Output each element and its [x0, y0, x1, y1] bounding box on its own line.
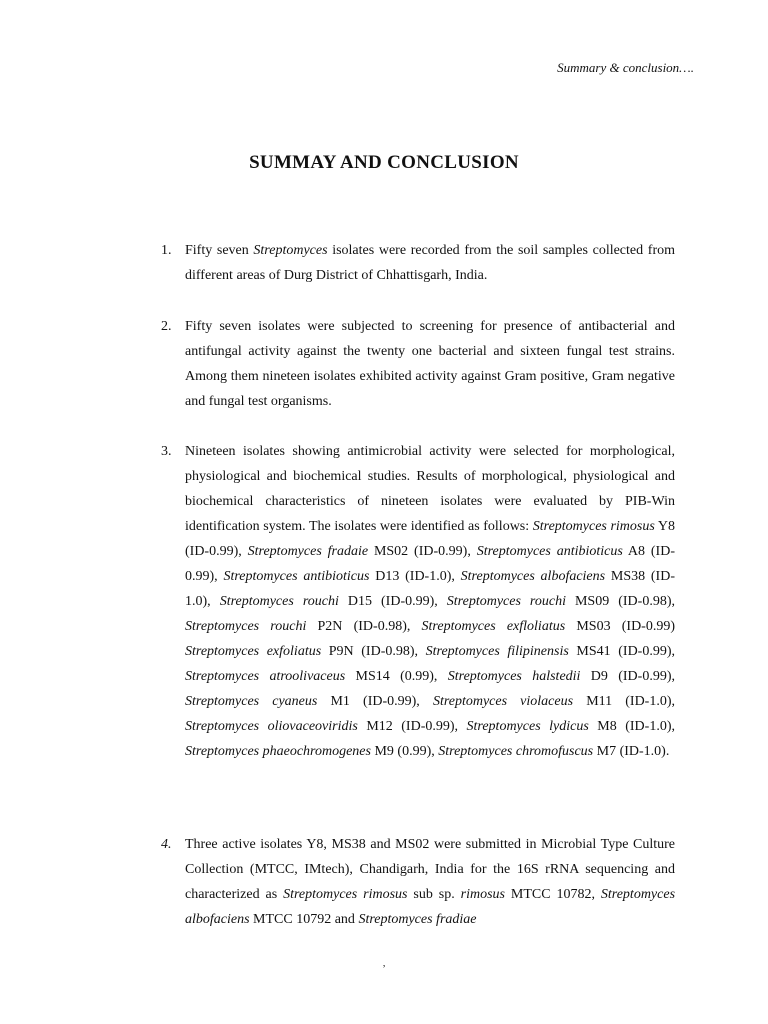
species-name: Streptomyces violaceus [432, 694, 574, 709]
species-name: Streptomyces rimosus [283, 887, 408, 902]
text-run: Nineteen isolates showing antimicrobial activity were selected for morphological, physiological and biochemical studies. Results of morphological, physiological and biochemical characteristics of nineteen isolates were evaluated by PIB-Win identification system. The isolates were identified as follows: [185, 444, 675, 534]
species-name: Streptomyces lydicus [466, 719, 589, 734]
item-text [185, 243, 675, 283]
text-run: MS02 (ID-0.99), [368, 544, 477, 559]
species-name: Streptomyces filipinensis [425, 644, 569, 659]
text-run: MS41 (ID-0.99), [568, 644, 676, 659]
species-name: Streptomyces chromofuscus [438, 744, 594, 759]
text-run: M8 (ID-1.0), [588, 719, 675, 734]
text-run: D15 (ID-0.99), [338, 594, 447, 609]
text-run: Y8 (ID-0.99), [185, 519, 676, 559]
text-run: P2N (ID-0.98), [306, 619, 422, 634]
text-run: MTCC 10782, [504, 887, 601, 902]
text-run: M9 (0.99), [370, 744, 439, 759]
text-run: isolates were recorded from the soil samples collected from different areas of Durg District of Chhattisgarh, India. [185, 243, 675, 283]
text-run: D9 (ID-0.99), [580, 669, 675, 684]
species-name: Streptomyces rouchi [446, 594, 566, 609]
species-name: Streptomyces rouchi [185, 619, 307, 634]
species-name: Streptomyces oliovaceoviridis [185, 719, 358, 734]
species-name: Streptomyces [253, 243, 328, 258]
text-run: M12 (ID-0.99), [357, 719, 467, 734]
list-item [161, 238, 675, 288]
item-text [185, 319, 675, 409]
species-name: Streptomyces exfoliatus [185, 644, 322, 659]
text-run: M11 (ID-1.0), [573, 694, 675, 709]
species-name: Streptomyces antibioticus [476, 544, 623, 559]
list-item [161, 439, 676, 764]
text-run: MS09 (ID-0.98), [565, 594, 675, 609]
text-run: MS03 (ID-0.99) [565, 619, 676, 634]
page-footer-mark: ’ [382, 964, 386, 975]
item-number: 2. [161, 319, 172, 334]
species-name: Streptomyces cyaneus [185, 694, 318, 709]
species-name: Streptomyces albofaciens [460, 569, 606, 584]
species-name: Streptomyces atroolivaceus [185, 669, 346, 684]
text-run: Fifty seven isolates were subjected to screening for presence of antibacterial and antifungal activity against the twenty one bacterial and sixteen fungal test strains. Among them nineteen isolates exhibited activity against Gram positive, Gram negative and fungal test organisms. [185, 319, 675, 409]
species-name: Streptomyces rouchi [219, 594, 339, 609]
species-name: Streptomyces albofaciens [185, 887, 676, 927]
item-number: 4. [161, 837, 172, 852]
text-run: MTCC 10792 and [249, 912, 359, 927]
text-run: A8 (ID-0.99), [185, 544, 675, 584]
text-run: P9N (ID-0.98), [321, 644, 426, 659]
list-item [161, 832, 676, 932]
species-name: rimosus [460, 887, 505, 902]
text-run: Three active isolates Y8, MS38 and MS02 were submitted in Microbial Type Culture Collection (MTCC, IMtech), Chandigarh, India for the 16S rRNA sequencing and characterized as [185, 837, 675, 902]
species-name: Streptomyces halstedii [447, 669, 581, 684]
item-number: 3. [161, 444, 172, 459]
text-run: M7 (ID-1.0). [593, 744, 670, 759]
species-name: Streptomyces rimosus [532, 519, 655, 534]
list-item [161, 314, 675, 414]
page-title: SUMMAY AND CONCLUSION [249, 152, 519, 173]
running-header: Summary & conclusion…. [557, 60, 694, 75]
text-run: MS14 (0.99), [345, 669, 448, 684]
species-name: Streptomyces exfloliatus [421, 619, 566, 634]
item-text [185, 837, 675, 927]
text-run: sub sp. [407, 887, 461, 902]
item-text [185, 444, 675, 759]
text-run: MS38 (ID-1.0), [185, 569, 675, 609]
species-name: Streptomyces fradaie [247, 544, 369, 559]
text-run: M1 (ID-0.99), [317, 694, 433, 709]
species-name: Streptomyces phaeochromogenes [185, 744, 371, 759]
species-name: Streptomyces fradiae [358, 912, 477, 927]
text-run: D13 (ID-1.0), [369, 569, 461, 584]
species-name: Streptomyces antibioticus [223, 569, 370, 584]
text-run: Fifty seven [185, 243, 254, 258]
item-number: 1. [161, 243, 172, 258]
